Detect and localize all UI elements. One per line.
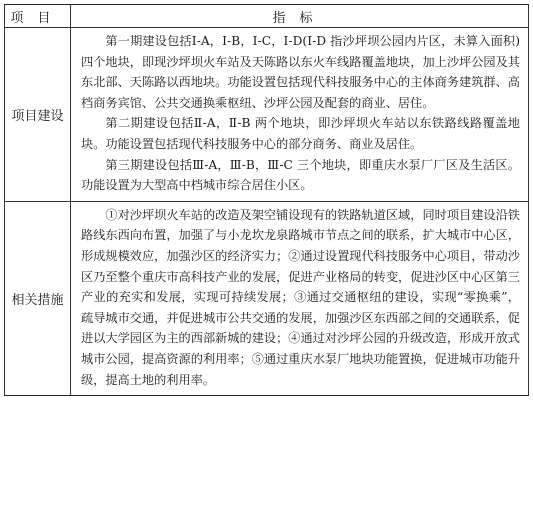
phase-3-paragraph: 第三期建设包括Ⅲ-A，Ⅲ-B，Ⅲ-C 三个地块，即重庆水泵厂厂区及生活区。功能设置为大型高中档城市综合居住小区。 [81, 157, 520, 193]
table-row-project-construction [5, 28, 529, 202]
info-table [4, 4, 529, 396]
row-content-project-construction [71, 28, 529, 202]
phase-2-paragraph: 第二期建设包括Ⅱ-A，Ⅱ-B 两个地块，即沙坪坝火车站以东铁路线路覆盖地块。功能设置包括现代科技服务中心的部分商务、商业及居住。 [81, 116, 520, 151]
row-label-related-measures: 相关措施 [5, 201, 71, 395]
table-row-related-measures [5, 201, 529, 395]
row-label-project-construction: 项目建设 [5, 28, 71, 202]
measures-paragraph: ①对沙坪坝火车站的改造及架空铺设现有的铁路轨道区域，同时项目建设沿铁路线东西向布置，加强了与小龙坎龙泉路城市节点之间的联系，扩大城市中心区，形成规模效应，加强沙区的经济实力；②通过设置现代科技服务中心项目，带动沙区乃至整个重庆市高科技产业的发展，促进产业格局的转变，促进沙区中心区第三产业的充实和发展，实现可持续发展；③通过交通枢纽的建设，实现“零换乘”，疏导城市交通，并促进城市公共交通的发展，加强沙区东西部之间的交通联系，促进以大学园区为主的西部新城的建设；④通过对沙坪公园的升级改造，形成开放式城市公园，提高资源的利用率；⑤通过重庆水泵厂地块功能置换，促进城市功能升级，提高土地的利用率。 [81, 207, 520, 387]
header-indicator: 指标 [71, 5, 529, 28]
phase-1-paragraph: 第一期建设包括Ⅰ-A，Ⅰ-B，Ⅰ-C，Ⅰ-D(Ⅰ-D 指沙坪坝公园内片区，未算入面积)四个地块，即现沙坪坝火车站及天陈路以东火车线路覆盖地块，加上沙坪公园及其东北部、天陈路以西地块。功能设置包括现代科技服务中心的主体商务建筑群、高档商务宾馆、公共交通换乘枢纽、沙坪公园及配套的商业、居住。 [81, 34, 520, 110]
row-content-related-measures [71, 201, 529, 395]
table-header-row [5, 5, 529, 28]
header-item: 项目 [5, 5, 71, 28]
document-page [4, 4, 529, 396]
